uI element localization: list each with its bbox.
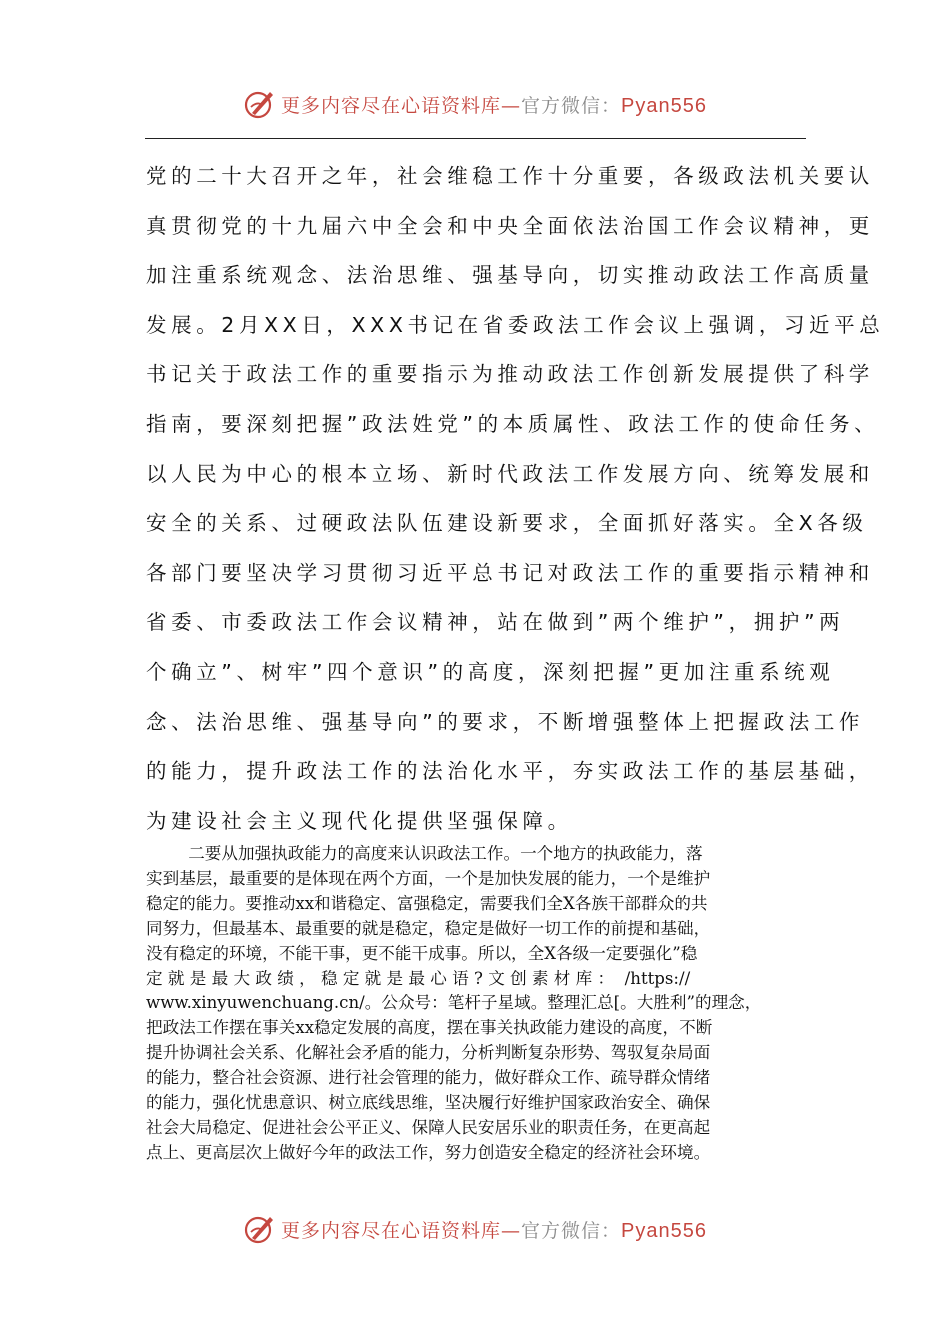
header-banner-text xyxy=(281,91,707,118)
text-line: 省委、市委政法工作会议精神，站在做到”两个维护”，拥护”两 xyxy=(146,610,845,635)
text-line: 实到基层，最重要的是体现在两个方面，一个是加快发展的能力，一个是维护 xyxy=(146,868,711,888)
text-line: 真贯彻党的十九届六中全会和中央全面依法治国工作会议精神，更 xyxy=(146,213,874,238)
text-line: 念、法治思维、强基导向”的要求，不断增强整体上把握政法工作 xyxy=(146,709,865,734)
header-banner xyxy=(0,84,950,124)
footer-contact-label: 官方微信： xyxy=(521,1219,622,1242)
text-line: 加注重系统观念、法治思维、强基导向，切实推动政法工作高质量 xyxy=(146,263,874,288)
text-line: 的能力，整合社会资源、进行社会管理的能力，做好群众工作、疏导群众情绪 xyxy=(146,1068,711,1088)
text-line: 安全的关系、过硬政法队伍建设新要求，全面抓好落实。全X各级 xyxy=(146,511,868,536)
quill-logo-icon xyxy=(243,1212,277,1246)
text-line: 社会大局稳定、促进社会公平正义、保障人民安居乐业的职责任务，在更高起 xyxy=(146,1117,711,1137)
text-line: 点上、更高层次上做好今年的政法工作，努力创造安全稳定的经济社会环境。 xyxy=(146,1142,711,1162)
text-line: 为建设社会主义现代化提供坚强保障。 xyxy=(146,808,573,833)
footer-banner xyxy=(0,1209,950,1249)
text-line: 的能力，提升政法工作的法治化水平，夯实政法工作的基层基础， xyxy=(146,759,874,784)
text-line: 同努力，但最基本、最重要的就是稳定，稳定是做好一切工作的前提和基础， xyxy=(146,918,711,938)
paragraph-2 xyxy=(146,842,810,1166)
text-line: 以人民为中心的根本立场、新时代政法工作发展方向、统筹发展和 xyxy=(146,461,874,486)
header-title: 更多内容尽在心语资料库 xyxy=(281,94,502,117)
text-line: 没有稳定的环境，不能干事，更不能干成事。所以，全X各级一定要强化”稳 xyxy=(146,943,698,963)
header-separator: — xyxy=(501,94,522,117)
header-divider xyxy=(145,138,806,139)
text-line: 提升协调社会关系、化解社会矛盾的能力，分析判断复杂形势、驾驭复杂局面 xyxy=(146,1043,711,1063)
text-line: 指南，要深刻把握”政法姓党”的本质属性、政法工作的使命任务、 xyxy=(146,411,880,436)
text-line: www.xinyuwenchuang.cn/。公众号：笔杆子星域。整理汇总[。大胜利”的理念， xyxy=(146,993,762,1013)
footer-contact-id: Pyan556 xyxy=(621,1219,707,1242)
paragraph-1 xyxy=(146,152,885,846)
header-contact-id: Pyan556 xyxy=(621,94,707,117)
text-line: 各部门要坚决学习贯彻习近平总书记对政法工作的重要指示精神和 xyxy=(146,560,874,585)
text-line: 发展。2月XX日，XXX书记在省委政法工作会议上强调，习近平总 xyxy=(146,312,885,337)
text-line: 党的二十大召开之年，社会维稳工作十分重要，各级政法机关要认 xyxy=(146,164,874,188)
text-line: 稳定的能力。要推动xx和谐稳定、富强稳定，需要我们全X各族干部群众的共 xyxy=(146,893,708,913)
text-line: 个确立”、树牢”四个意识”的高度，深刻把握”更加注重系统观 xyxy=(146,659,835,684)
text-line: 把政法工作摆在事关xx稳定发展的高度，摆在事关执政能力建设的高度，不断 xyxy=(146,1018,713,1038)
footer-title: 更多内容尽在心语资料库 xyxy=(281,1219,502,1242)
text-line: 的能力，强化忧患意识、树立底线思维，坚决履行好维护国家政治安全、确保 xyxy=(146,1093,711,1113)
text-line: 定 就 是 最 大 政 绩 ， 稳 定 就 是 最 心 语 ? 文 创 素 材 库 ： /https:// xyxy=(146,968,691,988)
text-line: 书记关于政法工作的重要指示为推动政法工作创新发展提供了科学 xyxy=(146,362,874,387)
quill-logo-icon xyxy=(243,87,277,121)
footer-separator: — xyxy=(501,1219,522,1242)
footer-banner-text xyxy=(281,1216,707,1243)
text-line: 二要从加强执政能力的高度来认识政法工作。一个地方的执政能力，落 xyxy=(146,844,703,863)
header-contact-label: 官方微信： xyxy=(521,94,622,117)
